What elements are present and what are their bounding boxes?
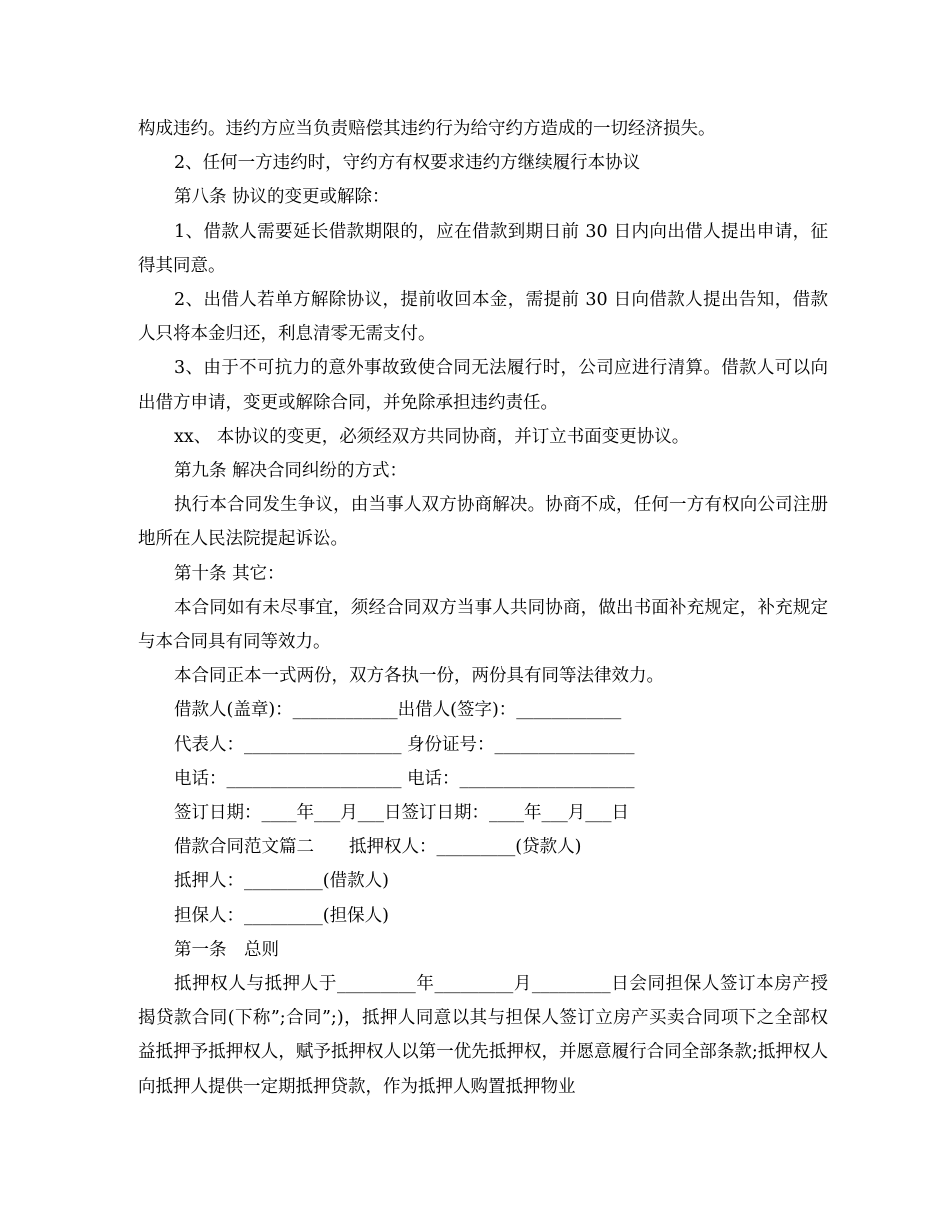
paragraph: 2、任何一方违约时，守约方有权要求违约方继续履行本协议: [174, 153, 641, 174]
signature-line: 电话：____________________ 电话：____________________: [174, 768, 635, 789]
paragraph: 3、由于不可抗力的意外事故致使合同无法履行时，公司应进行清算。借款人可以向出借方申请，变更或解除合同，并免除承担违约责任。: [138, 358, 828, 413]
signature-line: 代表人：__________________ 身份证号：________________: [174, 734, 635, 755]
party-line: 借款合同范文篇二 抵押权人：_________(贷款人): [174, 837, 582, 858]
paragraph: 本合同正本一式两份，双方各执一份，两份具有同等法律效力。: [174, 666, 664, 687]
paragraph: xx、 本协议的变更，必须经双方共同协商，并订立书面变更协议。: [174, 426, 690, 447]
document-body: [138, 112, 828, 1104]
paragraph: 本合同如有未尽事宜，须经合同双方当事人共同协商，做出书面补充规定，补充规定与本合同具有同等效力。: [138, 597, 828, 653]
paragraph: 抵押权人与抵押人于_________年_________月_________日会同担保人签订本房产授揭贷款合同(下称”;合同”;)，抵押人同意以其与担保人签订立房产买卖合同项下之全部权益抵押予抵押权人，赋予抵押权人以第一优先抵押权，并愿意履行合同全部条款;抵押权人向抵押人提供一定期抵押贷款，作为抵押人购置抵押物业: [138, 974, 828, 1097]
paragraph: 1、借款人需要延长借款期限的，应在借款到期日前 30 日内向出借人提出申请，征得其同意。: [138, 221, 828, 276]
paragraph: 2、出借人若单方解除协议，提前收回本金，需提前 30 日向借款人提出告知，借款人只将本金归还，利息清零无需支付。: [138, 290, 828, 345]
paragraph: 执行本合同发生争议，由当事人双方协商解决。协商不成，任何一方有权向公司注册地所在人民法院提起诉讼。: [138, 495, 828, 550]
paragraph: 构成违约。违约方应当负责赔偿其违约行为给守约方造成的一切经济损失。: [138, 119, 716, 139]
section-heading: 第八条 协议的变更或解除：: [174, 187, 390, 208]
section-heading: 第一条 总则: [174, 939, 279, 960]
section-heading: 第九条 解决合同纠纷的方式：: [174, 461, 408, 482]
section-heading: 第十条 其它：: [174, 563, 285, 584]
date-line: 签订日期：____年___月___日签订日期：____年___月___日: [174, 803, 629, 824]
signature-line: 借款人(盖章)：____________出借人(签字)：____________: [174, 700, 622, 721]
party-line: 抵押人：_________(借款人): [174, 871, 389, 892]
party-line: 担保人：_________(担保人): [174, 905, 389, 926]
